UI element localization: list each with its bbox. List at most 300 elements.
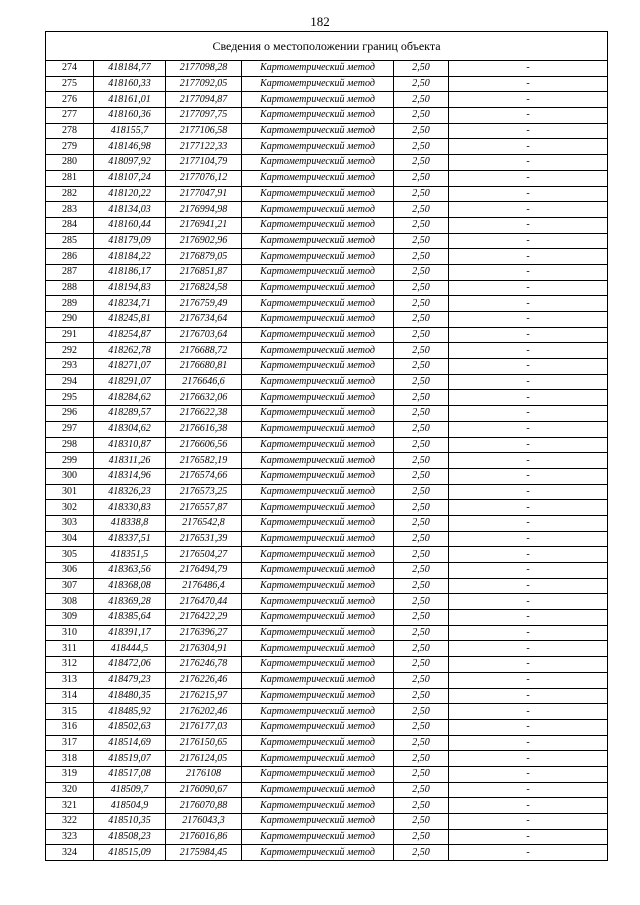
point-number-cell: 304 [46,531,94,547]
point-number-cell: 297 [46,421,94,437]
table-row [46,814,608,830]
point-number-cell: 279 [46,139,94,155]
table-row [46,249,608,265]
precision-cell: 2,50 [394,170,449,186]
point-number-cell: 323 [46,829,94,845]
y-coordinate-cell: 2177106,58 [166,123,242,139]
table-row [46,704,608,720]
note-cell: - [449,139,608,155]
precision-cell: 2,50 [394,359,449,375]
y-coordinate-cell: 2176150,65 [166,735,242,751]
x-coordinate-cell: 418504,9 [94,798,166,814]
table-row [46,202,608,218]
y-coordinate-cell: 2176542,8 [166,515,242,531]
table-row [46,437,608,453]
table-row [46,233,608,249]
method-cell: Картометрический метод [242,312,394,328]
precision-cell: 2,50 [394,719,449,735]
y-coordinate-cell: 2176494,79 [166,563,242,579]
x-coordinate-cell: 418179,09 [94,233,166,249]
method-cell: Картометрический метод [242,359,394,375]
y-coordinate-cell: 2176902,96 [166,233,242,249]
x-coordinate-cell: 418508,23 [94,829,166,845]
point-number-cell: 311 [46,641,94,657]
precision-cell: 2,50 [394,766,449,782]
table-row [46,170,608,186]
x-coordinate-cell: 418194,83 [94,280,166,296]
note-cell: - [449,406,608,422]
boundary-coordinates-table [45,31,608,861]
table-row [46,531,608,547]
precision-cell: 2,50 [394,453,449,469]
table-row [46,688,608,704]
point-number-cell: 306 [46,563,94,579]
point-number-cell: 278 [46,123,94,139]
y-coordinate-cell: 2176582,19 [166,453,242,469]
note-cell: - [449,500,608,516]
y-coordinate-cell: 2176606,56 [166,437,242,453]
note-cell: - [449,327,608,343]
y-coordinate-cell: 2176680,81 [166,359,242,375]
table-row [46,421,608,437]
precision-cell: 2,50 [394,468,449,484]
precision-cell: 2,50 [394,186,449,202]
point-number-cell: 319 [46,766,94,782]
method-cell: Картометрический метод [242,202,394,218]
y-coordinate-cell: 2176504,27 [166,547,242,563]
x-coordinate-cell: 418120,22 [94,186,166,202]
x-coordinate-cell: 418314,96 [94,468,166,484]
point-number-cell: 308 [46,594,94,610]
x-coordinate-cell: 418161,01 [94,92,166,108]
point-number-cell: 321 [46,798,94,814]
precision-cell: 2,50 [394,641,449,657]
point-number-cell: 310 [46,625,94,641]
precision-cell: 2,50 [394,704,449,720]
x-coordinate-cell: 418517,08 [94,766,166,782]
method-cell: Картометрический метод [242,578,394,594]
table-row [46,343,608,359]
note-cell: - [449,186,608,202]
table-row [46,92,608,108]
point-number-cell: 286 [46,249,94,265]
precision-cell: 2,50 [394,108,449,124]
table-row [46,406,608,422]
x-coordinate-cell: 418310,87 [94,437,166,453]
precision-cell: 2,50 [394,76,449,92]
note-cell: - [449,531,608,547]
note-cell: - [449,672,608,688]
note-cell: - [449,202,608,218]
y-coordinate-cell: 2176470,44 [166,594,242,610]
method-cell: Картометрический метод [242,170,394,186]
precision-cell: 2,50 [394,202,449,218]
table-row [46,782,608,798]
point-number-cell: 312 [46,657,94,673]
table-row [46,359,608,375]
y-coordinate-cell: 2176557,87 [166,500,242,516]
y-coordinate-cell: 2176851,87 [166,264,242,280]
method-cell: Картометрический метод [242,657,394,673]
note-cell: - [449,610,608,626]
method-cell: Картометрический метод [242,61,394,77]
y-coordinate-cell: 2176531,39 [166,531,242,547]
point-number-cell: 315 [46,704,94,720]
table-row [46,672,608,688]
table-row [46,798,608,814]
x-coordinate-cell: 418330,83 [94,500,166,516]
precision-cell: 2,50 [394,296,449,312]
x-coordinate-cell: 418363,56 [94,563,166,579]
table-row [46,845,608,861]
x-coordinate-cell: 418385,64 [94,610,166,626]
table-row [46,186,608,202]
y-coordinate-cell: 2176226,46 [166,672,242,688]
note-cell: - [449,343,608,359]
precision-cell: 2,50 [394,578,449,594]
x-coordinate-cell: 418480,35 [94,688,166,704]
method-cell: Картометрический метод [242,829,394,845]
note-cell: - [449,233,608,249]
note-cell: - [449,359,608,375]
method-cell: Картометрический метод [242,484,394,500]
x-coordinate-cell: 418234,71 [94,296,166,312]
precision-cell: 2,50 [394,155,449,171]
point-number-cell: 276 [46,92,94,108]
point-number-cell: 284 [46,217,94,233]
precision-cell: 2,50 [394,751,449,767]
point-number-cell: 309 [46,610,94,626]
point-number-cell: 290 [46,312,94,328]
point-number-cell: 294 [46,374,94,390]
point-number-cell: 274 [46,61,94,77]
table-row [46,578,608,594]
point-number-cell: 281 [46,170,94,186]
x-coordinate-cell: 418502,63 [94,719,166,735]
method-cell: Картометрический метод [242,92,394,108]
note-cell: - [449,264,608,280]
point-number-cell: 275 [46,76,94,92]
method-cell: Картометрический метод [242,672,394,688]
y-coordinate-cell: 2176043,3 [166,814,242,830]
table-row [46,594,608,610]
point-number-cell: 316 [46,719,94,735]
y-coordinate-cell: 2176016,86 [166,829,242,845]
method-cell: Картометрический метод [242,186,394,202]
note-cell: - [449,625,608,641]
method-cell: Картометрический метод [242,139,394,155]
precision-cell: 2,50 [394,374,449,390]
y-coordinate-cell: 2176994,98 [166,202,242,218]
note-cell: - [449,814,608,830]
precision-cell: 2,50 [394,845,449,861]
note-cell: - [449,578,608,594]
note-cell: - [449,390,608,406]
y-coordinate-cell: 2176759,49 [166,296,242,312]
precision-cell: 2,50 [394,421,449,437]
note-cell: - [449,92,608,108]
x-coordinate-cell: 418160,36 [94,108,166,124]
point-number-cell: 299 [46,453,94,469]
table-row [46,468,608,484]
method-cell: Картометрический метод [242,735,394,751]
point-number-cell: 289 [46,296,94,312]
x-coordinate-cell: 418160,44 [94,217,166,233]
method-cell: Картометрический метод [242,249,394,265]
table-row [46,453,608,469]
precision-cell: 2,50 [394,390,449,406]
note-cell: - [449,766,608,782]
precision-cell: 2,50 [394,657,449,673]
point-number-cell: 283 [46,202,94,218]
y-coordinate-cell: 2176486,4 [166,578,242,594]
precision-cell: 2,50 [394,139,449,155]
note-cell: - [449,76,608,92]
note-cell: - [449,657,608,673]
table-row [46,547,608,563]
table-row [46,76,608,92]
x-coordinate-cell: 418271,07 [94,359,166,375]
y-coordinate-cell: 2177076,12 [166,170,242,186]
point-number-cell: 282 [46,186,94,202]
note-cell: - [449,641,608,657]
y-coordinate-cell: 2177097,75 [166,108,242,124]
table-row [46,625,608,641]
x-coordinate-cell: 418485,92 [94,704,166,720]
point-number-cell: 277 [46,108,94,124]
precision-cell: 2,50 [394,437,449,453]
method-cell: Картометрический метод [242,264,394,280]
point-number-cell: 318 [46,751,94,767]
y-coordinate-cell: 2175984,45 [166,845,242,861]
method-cell: Картометрический метод [242,845,394,861]
x-coordinate-cell: 418326,23 [94,484,166,500]
point-number-cell: 285 [46,233,94,249]
x-coordinate-cell: 418311,26 [94,453,166,469]
method-cell: Картометрический метод [242,390,394,406]
method-cell: Картометрический метод [242,531,394,547]
precision-cell: 2,50 [394,217,449,233]
method-cell: Картометрический метод [242,782,394,798]
method-cell: Картометрический метод [242,421,394,437]
table-row [46,61,608,77]
method-cell: Картометрический метод [242,688,394,704]
precision-cell: 2,50 [394,672,449,688]
method-cell: Картометрический метод [242,343,394,359]
point-number-cell: 280 [46,155,94,171]
y-coordinate-cell: 2176703,64 [166,327,242,343]
table-row [46,264,608,280]
y-coordinate-cell: 2176734,64 [166,312,242,328]
y-coordinate-cell: 2176824,58 [166,280,242,296]
method-cell: Картометрический метод [242,374,394,390]
y-coordinate-cell: 2176396,27 [166,625,242,641]
x-coordinate-cell: 418291,07 [94,374,166,390]
y-coordinate-cell: 2176177,03 [166,719,242,735]
precision-cell: 2,50 [394,610,449,626]
note-cell: - [449,468,608,484]
y-coordinate-cell: 2177098,28 [166,61,242,77]
x-coordinate-cell: 418337,51 [94,531,166,547]
x-coordinate-cell: 418146,98 [94,139,166,155]
point-number-cell: 302 [46,500,94,516]
method-cell: Картометрический метод [242,327,394,343]
note-cell: - [449,719,608,735]
precision-cell: 2,50 [394,563,449,579]
point-number-cell: 307 [46,578,94,594]
x-coordinate-cell: 418369,28 [94,594,166,610]
note-cell: - [449,782,608,798]
precision-cell: 2,50 [394,829,449,845]
note-cell: - [449,421,608,437]
y-coordinate-cell: 2177094,87 [166,92,242,108]
x-coordinate-cell: 418184,22 [94,249,166,265]
method-cell: Картометрический метод [242,108,394,124]
table-row [46,610,608,626]
y-coordinate-cell: 2176879,05 [166,249,242,265]
note-cell: - [449,249,608,265]
note-cell: - [449,594,608,610]
point-number-cell: 314 [46,688,94,704]
method-cell: Картометрический метод [242,798,394,814]
note-cell: - [449,296,608,312]
x-coordinate-cell: 418289,57 [94,406,166,422]
precision-cell: 2,50 [394,233,449,249]
x-coordinate-cell: 418519,07 [94,751,166,767]
note-cell: - [449,735,608,751]
x-coordinate-cell: 418134,03 [94,202,166,218]
point-number-cell: 293 [46,359,94,375]
table-row [46,139,608,155]
x-coordinate-cell: 418509,7 [94,782,166,798]
method-cell: Картометрический метод [242,406,394,422]
point-number-cell: 295 [46,390,94,406]
note-cell: - [449,437,608,453]
y-coordinate-cell: 2177047,91 [166,186,242,202]
table-row [46,280,608,296]
x-coordinate-cell: 418338,8 [94,515,166,531]
point-number-cell: 288 [46,280,94,296]
precision-cell: 2,50 [394,625,449,641]
note-cell: - [449,108,608,124]
point-number-cell: 298 [46,437,94,453]
point-number-cell: 301 [46,484,94,500]
note-cell: - [449,61,608,77]
x-coordinate-cell: 418184,77 [94,61,166,77]
note-cell: - [449,217,608,233]
table-row [46,108,608,124]
y-coordinate-cell: 2176574,66 [166,468,242,484]
method-cell: Картометрический метод [242,547,394,563]
y-coordinate-cell: 2176632,06 [166,390,242,406]
x-coordinate-cell: 418284,62 [94,390,166,406]
method-cell: Картометрический метод [242,719,394,735]
table-row [46,515,608,531]
table-row [46,766,608,782]
x-coordinate-cell: 418510,35 [94,814,166,830]
y-coordinate-cell: 2176616,38 [166,421,242,437]
precision-cell: 2,50 [394,594,449,610]
precision-cell: 2,50 [394,61,449,77]
method-cell: Картометрический метод [242,123,394,139]
precision-cell: 2,50 [394,249,449,265]
y-coordinate-cell: 2176622,38 [166,406,242,422]
table-row [46,327,608,343]
point-number-cell: 324 [46,845,94,861]
method-cell: Картометрический метод [242,563,394,579]
y-coordinate-cell: 2176422,29 [166,610,242,626]
point-number-cell: 291 [46,327,94,343]
x-coordinate-cell: 418262,78 [94,343,166,359]
table-row [46,751,608,767]
y-coordinate-cell: 2176246,78 [166,657,242,673]
table-row [46,374,608,390]
method-cell: Картометрический метод [242,233,394,249]
point-number-cell: 296 [46,406,94,422]
precision-cell: 2,50 [394,515,449,531]
y-coordinate-cell: 2177092,05 [166,76,242,92]
precision-cell: 2,50 [394,123,449,139]
note-cell: - [449,688,608,704]
note-cell: - [449,751,608,767]
table-row [46,123,608,139]
method-cell: Картометрический метод [242,610,394,626]
note-cell: - [449,453,608,469]
method-cell: Картометрический метод [242,280,394,296]
x-coordinate-cell: 418097,92 [94,155,166,171]
method-cell: Картометрический метод [242,625,394,641]
method-cell: Картометрический метод [242,704,394,720]
note-cell: - [449,312,608,328]
method-cell: Картометрический метод [242,76,394,92]
y-coordinate-cell: 2176304,91 [166,641,242,657]
table-row [46,217,608,233]
note-cell: - [449,845,608,861]
precision-cell: 2,50 [394,484,449,500]
note-cell: - [449,547,608,563]
precision-cell: 2,50 [394,327,449,343]
x-coordinate-cell: 418391,17 [94,625,166,641]
note-cell: - [449,563,608,579]
note-cell: - [449,374,608,390]
table-row [46,296,608,312]
y-coordinate-cell: 2176124,05 [166,751,242,767]
table-row [46,390,608,406]
y-coordinate-cell: 2177122,33 [166,139,242,155]
method-cell: Картометрический метод [242,500,394,516]
page-number: 182 [310,14,330,29]
y-coordinate-cell: 2176215,97 [166,688,242,704]
precision-cell: 2,50 [394,798,449,814]
method-cell: Картометрический метод [242,641,394,657]
method-cell: Картометрический метод [242,468,394,484]
precision-cell: 2,50 [394,343,449,359]
note-cell: - [449,123,608,139]
y-coordinate-cell: 2176090,67 [166,782,242,798]
table-row [46,563,608,579]
note-cell: - [449,170,608,186]
precision-cell: 2,50 [394,280,449,296]
method-cell: Картометрический метод [242,751,394,767]
table-row [46,312,608,328]
method-cell: Картометрический метод [242,594,394,610]
method-cell: Картометрический метод [242,437,394,453]
precision-cell: 2,50 [394,814,449,830]
y-coordinate-cell: 2176070,88 [166,798,242,814]
precision-cell: 2,50 [394,312,449,328]
method-cell: Картометрический метод [242,453,394,469]
y-coordinate-cell: 2176573,25 [166,484,242,500]
